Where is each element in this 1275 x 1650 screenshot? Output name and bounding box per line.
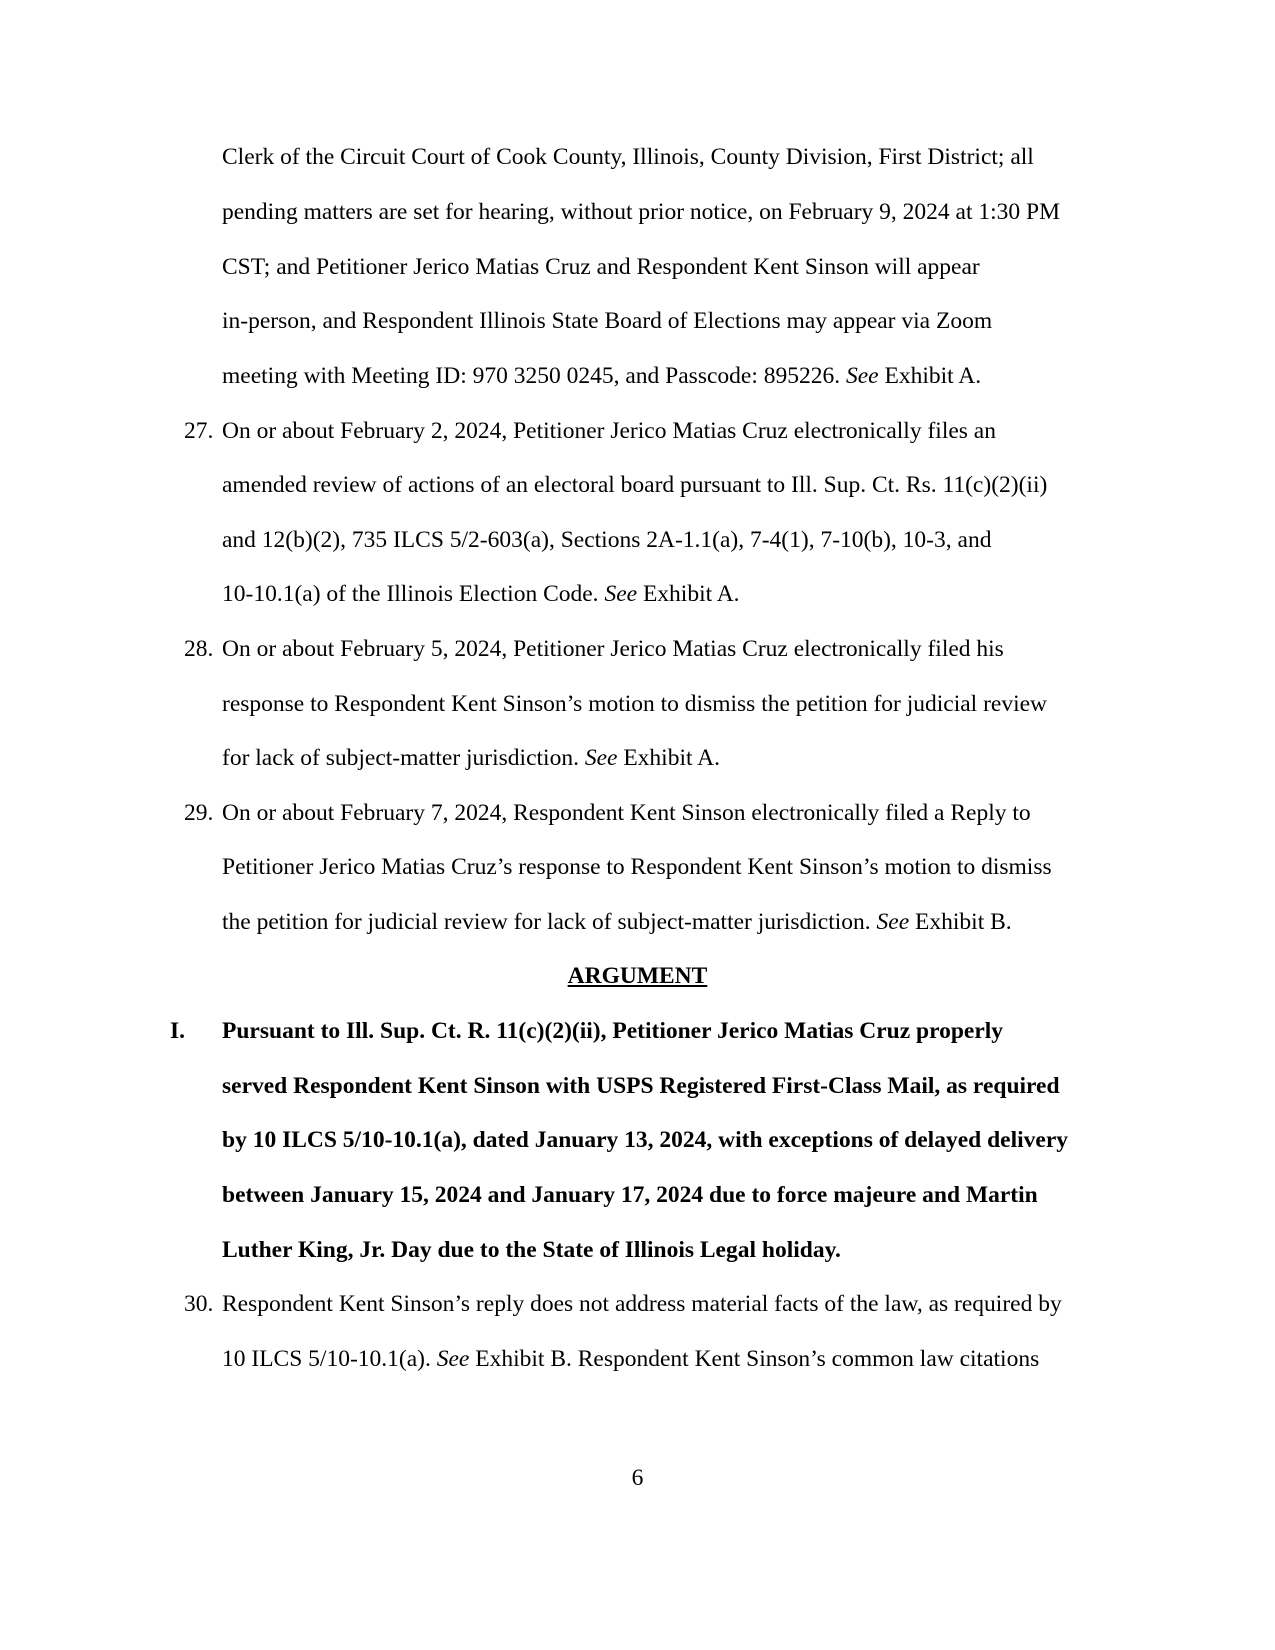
section-heading-line: between January 15, 2024 and January 17, 2024 due to force majeure and Martin bbox=[222, 1182, 1038, 1208]
text-span: meeting with Meeting ID: 970 3250 0245, and Passcode: 895226. bbox=[222, 363, 846, 389]
section-numeral: I. bbox=[170, 1018, 186, 1044]
page-number: 6 bbox=[631, 1465, 644, 1491]
paragraph-number: 30. bbox=[184, 1291, 214, 1317]
text-span: 10 ILCS 5/10-10.1(a). bbox=[222, 1346, 437, 1372]
paragraph-number: 29. bbox=[184, 800, 214, 826]
paragraph-number: 28. bbox=[184, 636, 214, 662]
text-line: and 12(b)(2), 735 ILCS 5/2-603(a), Sections 2A-1.1(a), 7-4(1), 7-10(b), 10-3, and bbox=[222, 527, 992, 553]
exhibit-reference: Exhibit B. bbox=[909, 909, 1012, 935]
text-line: On or about February 2, 2024, Petitioner Jerico Matias Cruz electronically files an bbox=[222, 418, 996, 444]
text-line bbox=[222, 1344, 1039, 1374]
text-line: amended review of actions of an electoral board pursuant to Ill. Sup. Ct. Rs. 11(c)(2)(ii) bbox=[222, 472, 1048, 498]
text-line: pending matters are set for hearing, without prior notice, on February 9, 2024 at 1:30 PM bbox=[222, 199, 1060, 225]
text-line bbox=[222, 743, 720, 773]
see-signal: See bbox=[584, 745, 618, 771]
see-signal: See bbox=[876, 909, 910, 935]
text-line: Petitioner Jerico Matias Cruz’s response to Respondent Kent Sinson’s motion to dismiss bbox=[222, 854, 1052, 880]
text-line: response to Respondent Kent Sinson’s motion to dismiss the petition for judicial review bbox=[222, 691, 1048, 717]
text-line: Clerk of the Circuit Court of Cook County, Illinois, County Division, First District; all bbox=[222, 144, 1034, 170]
text-line bbox=[222, 579, 740, 609]
text-line bbox=[222, 907, 1012, 937]
section-heading: ARGUMENT bbox=[567, 963, 708, 989]
paragraph-number: 27. bbox=[184, 418, 214, 444]
section-heading-line: by 10 ILCS 5/10-10.1(a), dated January 13, 2024, with exceptions of delayed delivery bbox=[222, 1127, 1068, 1153]
text-line bbox=[222, 361, 981, 391]
section-heading-line: Pursuant to Ill. Sup. Ct. R. 11(c)(2)(ii), Petitioner Jerico Matias Cruz properly bbox=[222, 1018, 1004, 1044]
text-line: Respondent Kent Sinson’s reply does not address material facts of the law, as required by bbox=[222, 1291, 1062, 1317]
see-signal: See bbox=[604, 581, 638, 607]
text-span: the petition for judicial review for lack of subject-matter jurisdiction. bbox=[222, 909, 877, 935]
exhibit-reference: Exhibit A. bbox=[617, 745, 720, 771]
see-signal: See bbox=[845, 363, 879, 389]
text-line: On or about February 7, 2024, Respondent Kent Sinson electronically filed a Reply to bbox=[222, 800, 1031, 826]
exhibit-reference: Exhibit A. bbox=[878, 363, 982, 389]
section-heading-line: Luther King, Jr. Day due to the State of Illinois Legal holiday. bbox=[222, 1237, 841, 1263]
section-heading-line: served Respondent Kent Sinson with USPS Registered First-Class Mail, as required bbox=[222, 1073, 1060, 1099]
text-line: in-person, and Respondent Illinois State Board of Elections may appear via Zoom bbox=[222, 308, 993, 334]
text-span: for lack of subject-matter jurisdiction. bbox=[222, 745, 585, 771]
text-span: Exhibit B. Respondent Kent Sinson’s common law citations bbox=[469, 1346, 1040, 1372]
text-span: 10-10.1(a) of the Illinois Election Code. bbox=[222, 581, 605, 607]
exhibit-reference: Exhibit A. bbox=[637, 581, 740, 607]
see-signal: See bbox=[436, 1346, 470, 1372]
text-line: On or about February 5, 2024, Petitioner Jerico Matias Cruz electronically filed his bbox=[222, 636, 1004, 662]
text-line: CST; and Petitioner Jerico Matias Cruz and Respondent Kent Sinson will appear bbox=[222, 254, 980, 280]
